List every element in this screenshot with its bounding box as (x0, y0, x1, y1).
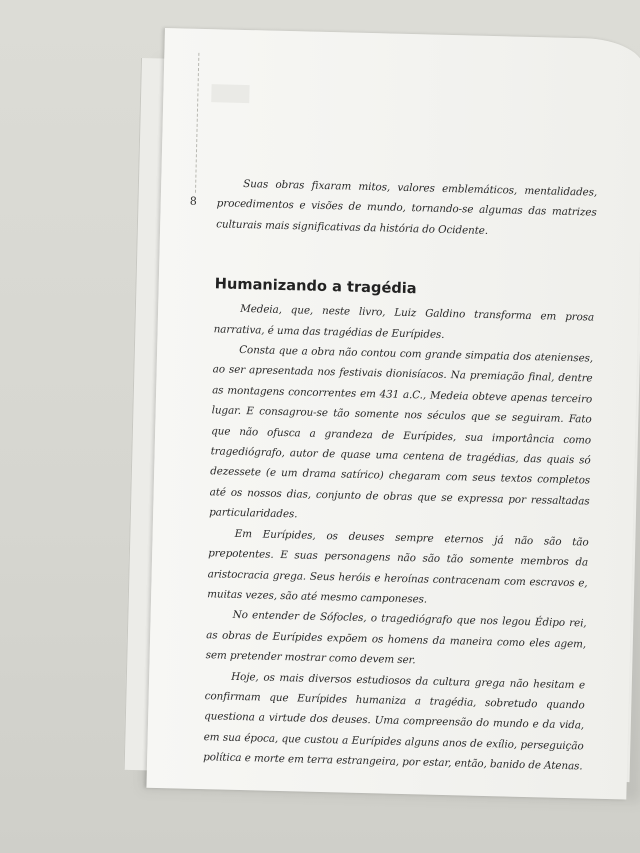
body-paragraph: Hoje, os mais diversos estudiosos da cultura grega não hesitam e confirmam que Eurípides humaniza a tragédia, sobretudo quando questiona a virtude dos deuses. Uma compreensão do mundo e da vida, em sua época, que custou a Eurípides alguns anos de exílio, perseguição política e morte em terra estrangeira, por estar, então, banido de Atenas. (203, 670, 586, 773)
intro-paragraph: Suas obras fixaram mitos, valores emblemáticos, mentalidades, procedimentos e visões de mundo, tornando-se algumas das matrizes culturais mais significativas da história do Ocidente. (216, 177, 598, 237)
body-paragraph: No entender de Sófocles, o tragediógrafo que nos legou Édipo rei, as obras de Eurípides expõem os homens da maneira como eles agem, sem pretender mostrar como devem ser. (205, 609, 587, 667)
show-through-box (211, 84, 249, 103)
body-paragraph: Consta que a obra não contou com grande simpatia dos atenienses, ao ser apresentada nos festivais dionisíacos. Na premiação final, dentre as montagens concorrentes em 431 a.C., Medeia obteve apenas terceiro lugar. E consagrou-se tão somente nos séculos que se seguiram. Fato que não ofusca a grandeza de Eurípides, sua importância como tragediógrafo, autor de quase uma centena de tragédias, das quais só dezessete (e um drama satírico) chegaram com seus textos completos até os nossos dias, conjunto de obras que se expressa por ressaltadas particularidades. (209, 343, 594, 521)
body-paragraph: Em Eurípides, os deuses sempre eternos já não são tão prepotentes. E suas personagens não são tão somente membros da aristocracia grega. Seus heróis e heroínas contracenam com escravos e, muitas vezes, são até mesmo camponeses. (207, 527, 589, 606)
book-page (146, 28, 640, 800)
page-content (203, 173, 597, 777)
section-title: Humanizando a tragédia (214, 275, 417, 298)
body-paragraph: Medeia, que, neste livro, Luiz Galdino transforma em prosa narrativa, é uma das tragédias de Eurípides. (213, 303, 595, 341)
page-number: 8 (189, 194, 197, 208)
spine-perforation (195, 53, 199, 193)
